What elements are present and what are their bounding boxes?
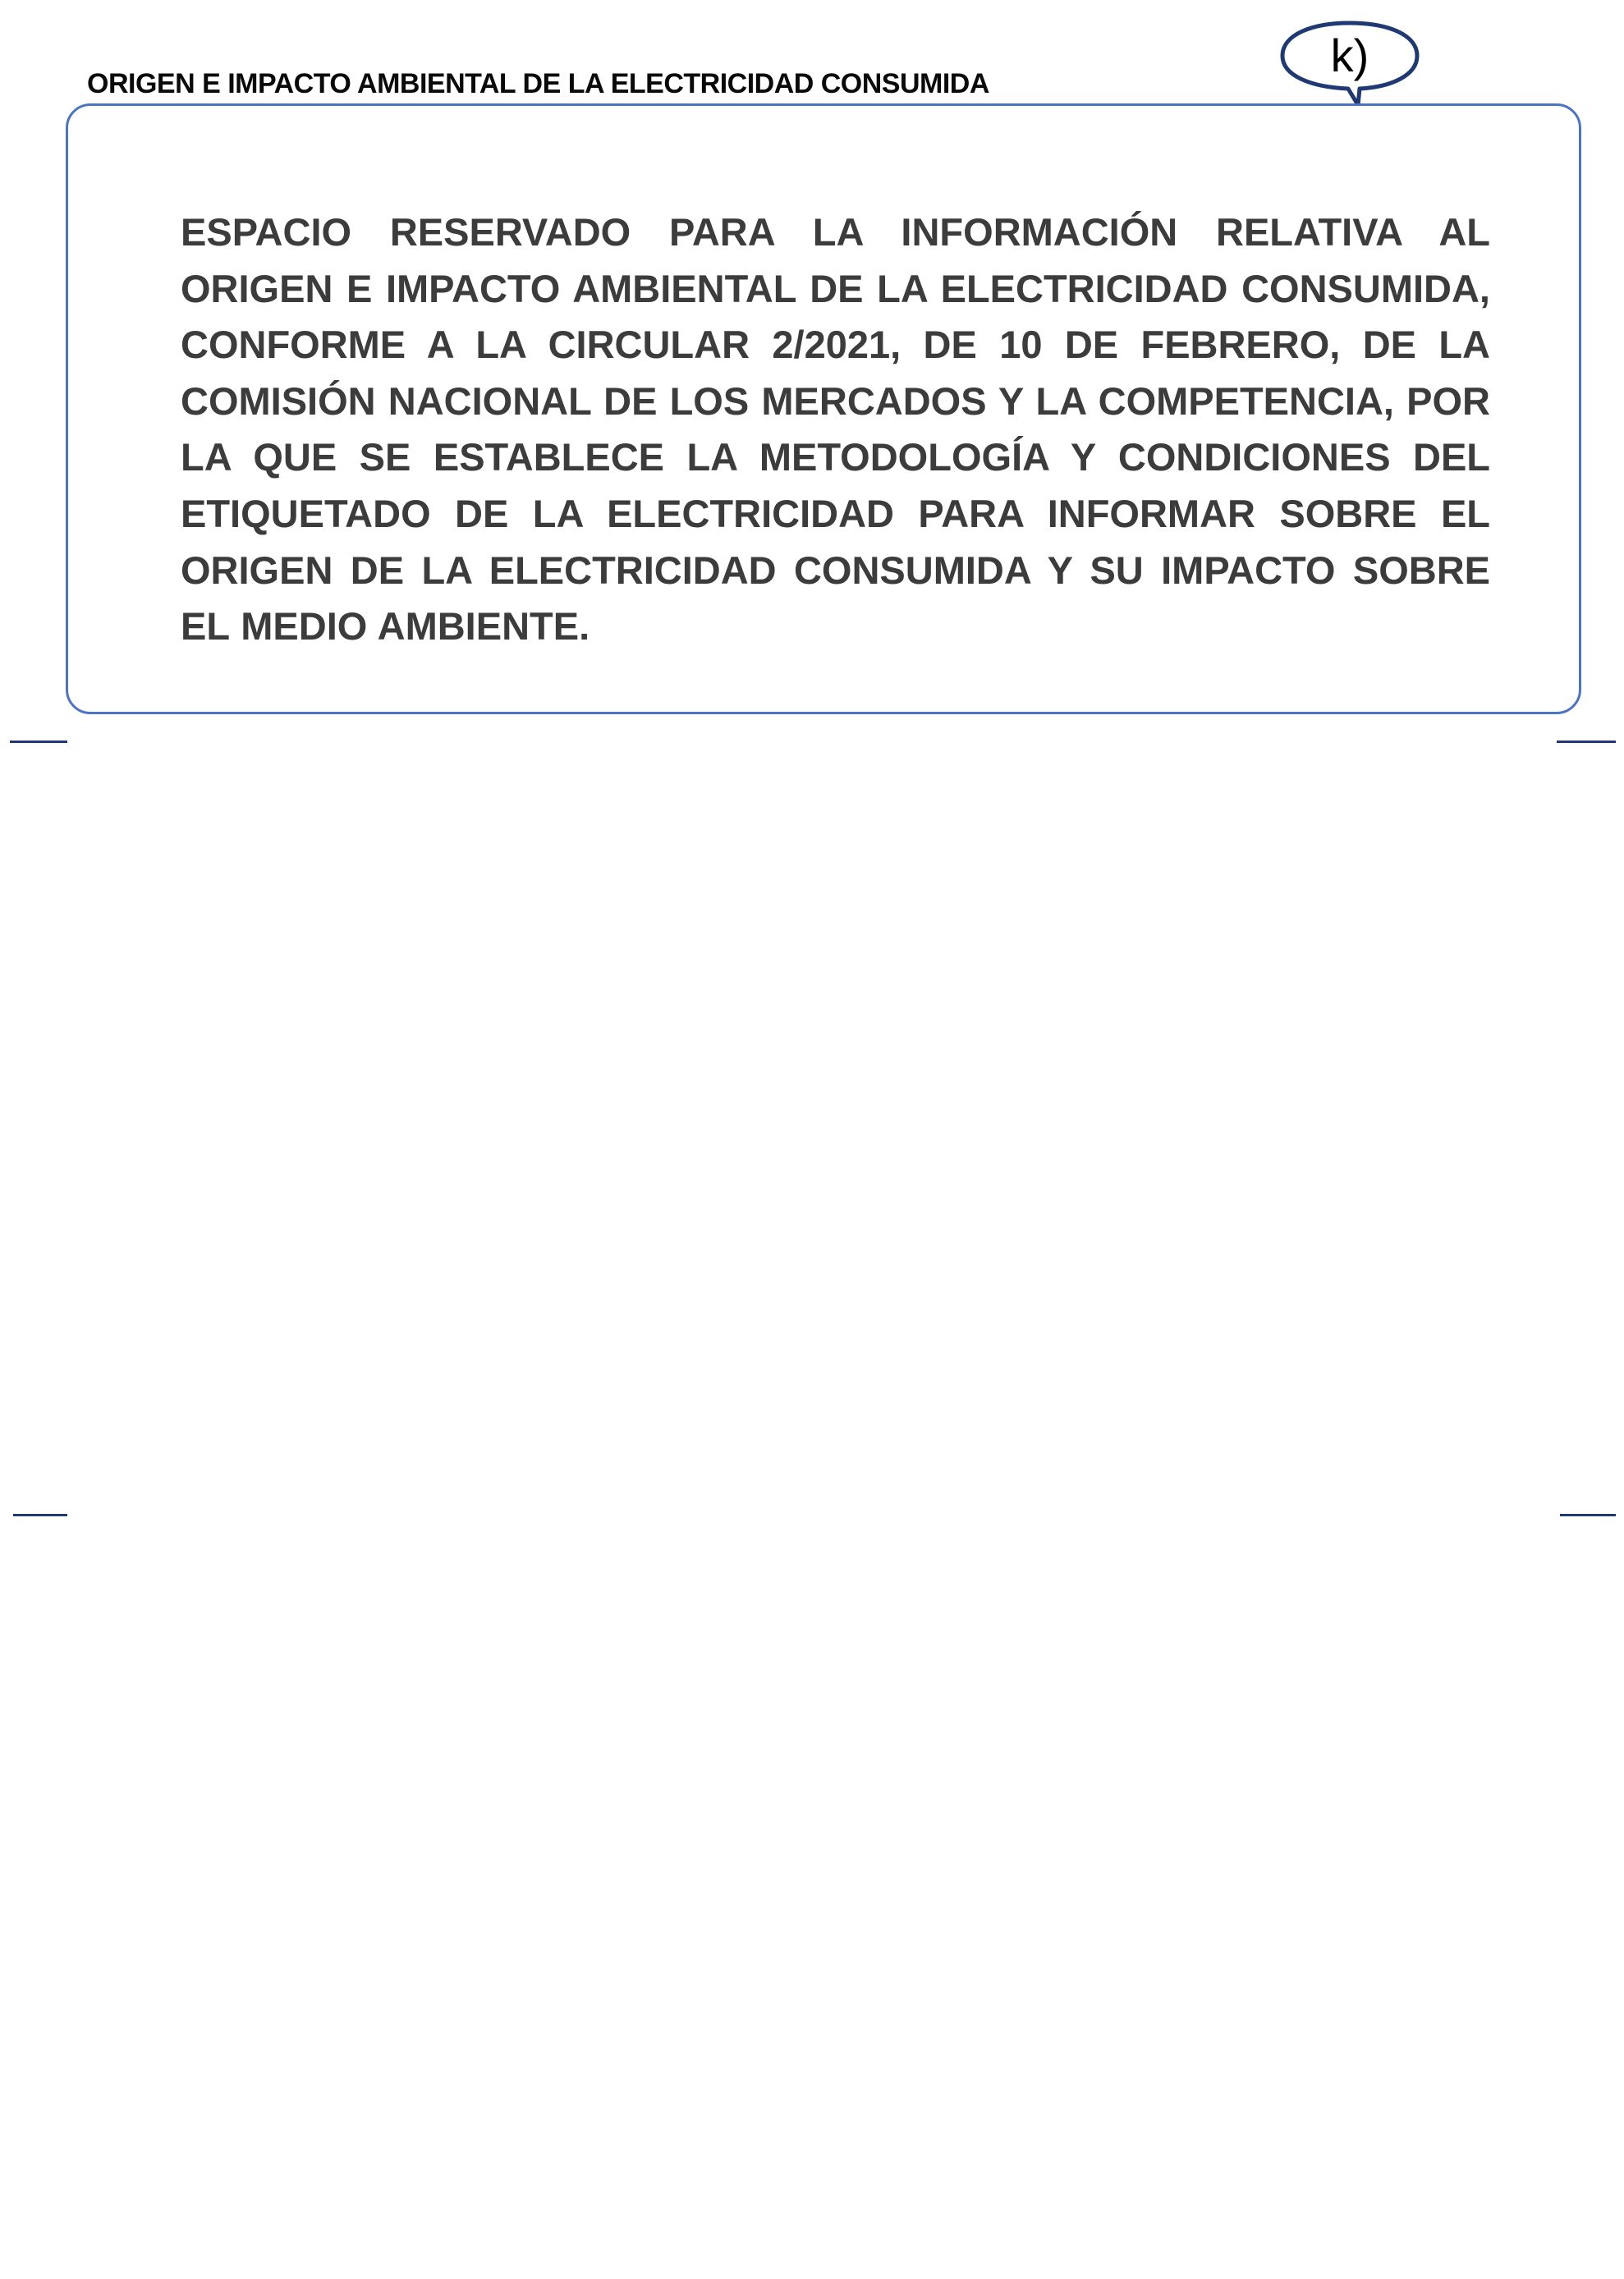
page-title: ORIGEN E IMPACTO AMBIENTAL DE LA ELECTRICIDAD CONSUMIDA bbox=[87, 68, 989, 99]
fold-mark-middle-left bbox=[13, 1514, 67, 1516]
fold-mark-middle-right bbox=[1560, 1514, 1616, 1516]
info-box-text: ESPACIO RESERVADO PARA LA INFORMACIÓN RELATIVA AL ORIGEN E IMPACTO AMBIENTAL DE LA ELECTRICIDAD CONSUMIDA, CONFORME A LA CIRCULAR 2/2021, DE 10 DE FEBRERO, DE LA COMISIÓN NACIONAL DE LOS MERCADOS Y LA COMPETENCIA, POR LA QUE SE ESTABLECE LA METODOLOGÍA Y CONDICIONES DEL ETIQUETADO DE LA ELECTRICIDAD PARA INFORMAR SOBRE EL ORIGEN DE LA ELECTRICIDAD CONSUMIDA Y SU IMPACTO SOBRE EL MEDIO AMBIENTE. bbox=[181, 210, 1490, 649]
callout-label: k) bbox=[1330, 30, 1369, 81]
fold-mark-top-left bbox=[10, 741, 67, 743]
info-box bbox=[66, 103, 1581, 714]
speech-bubble-callout bbox=[1279, 18, 1420, 108]
fold-mark-top-right bbox=[1557, 741, 1616, 743]
